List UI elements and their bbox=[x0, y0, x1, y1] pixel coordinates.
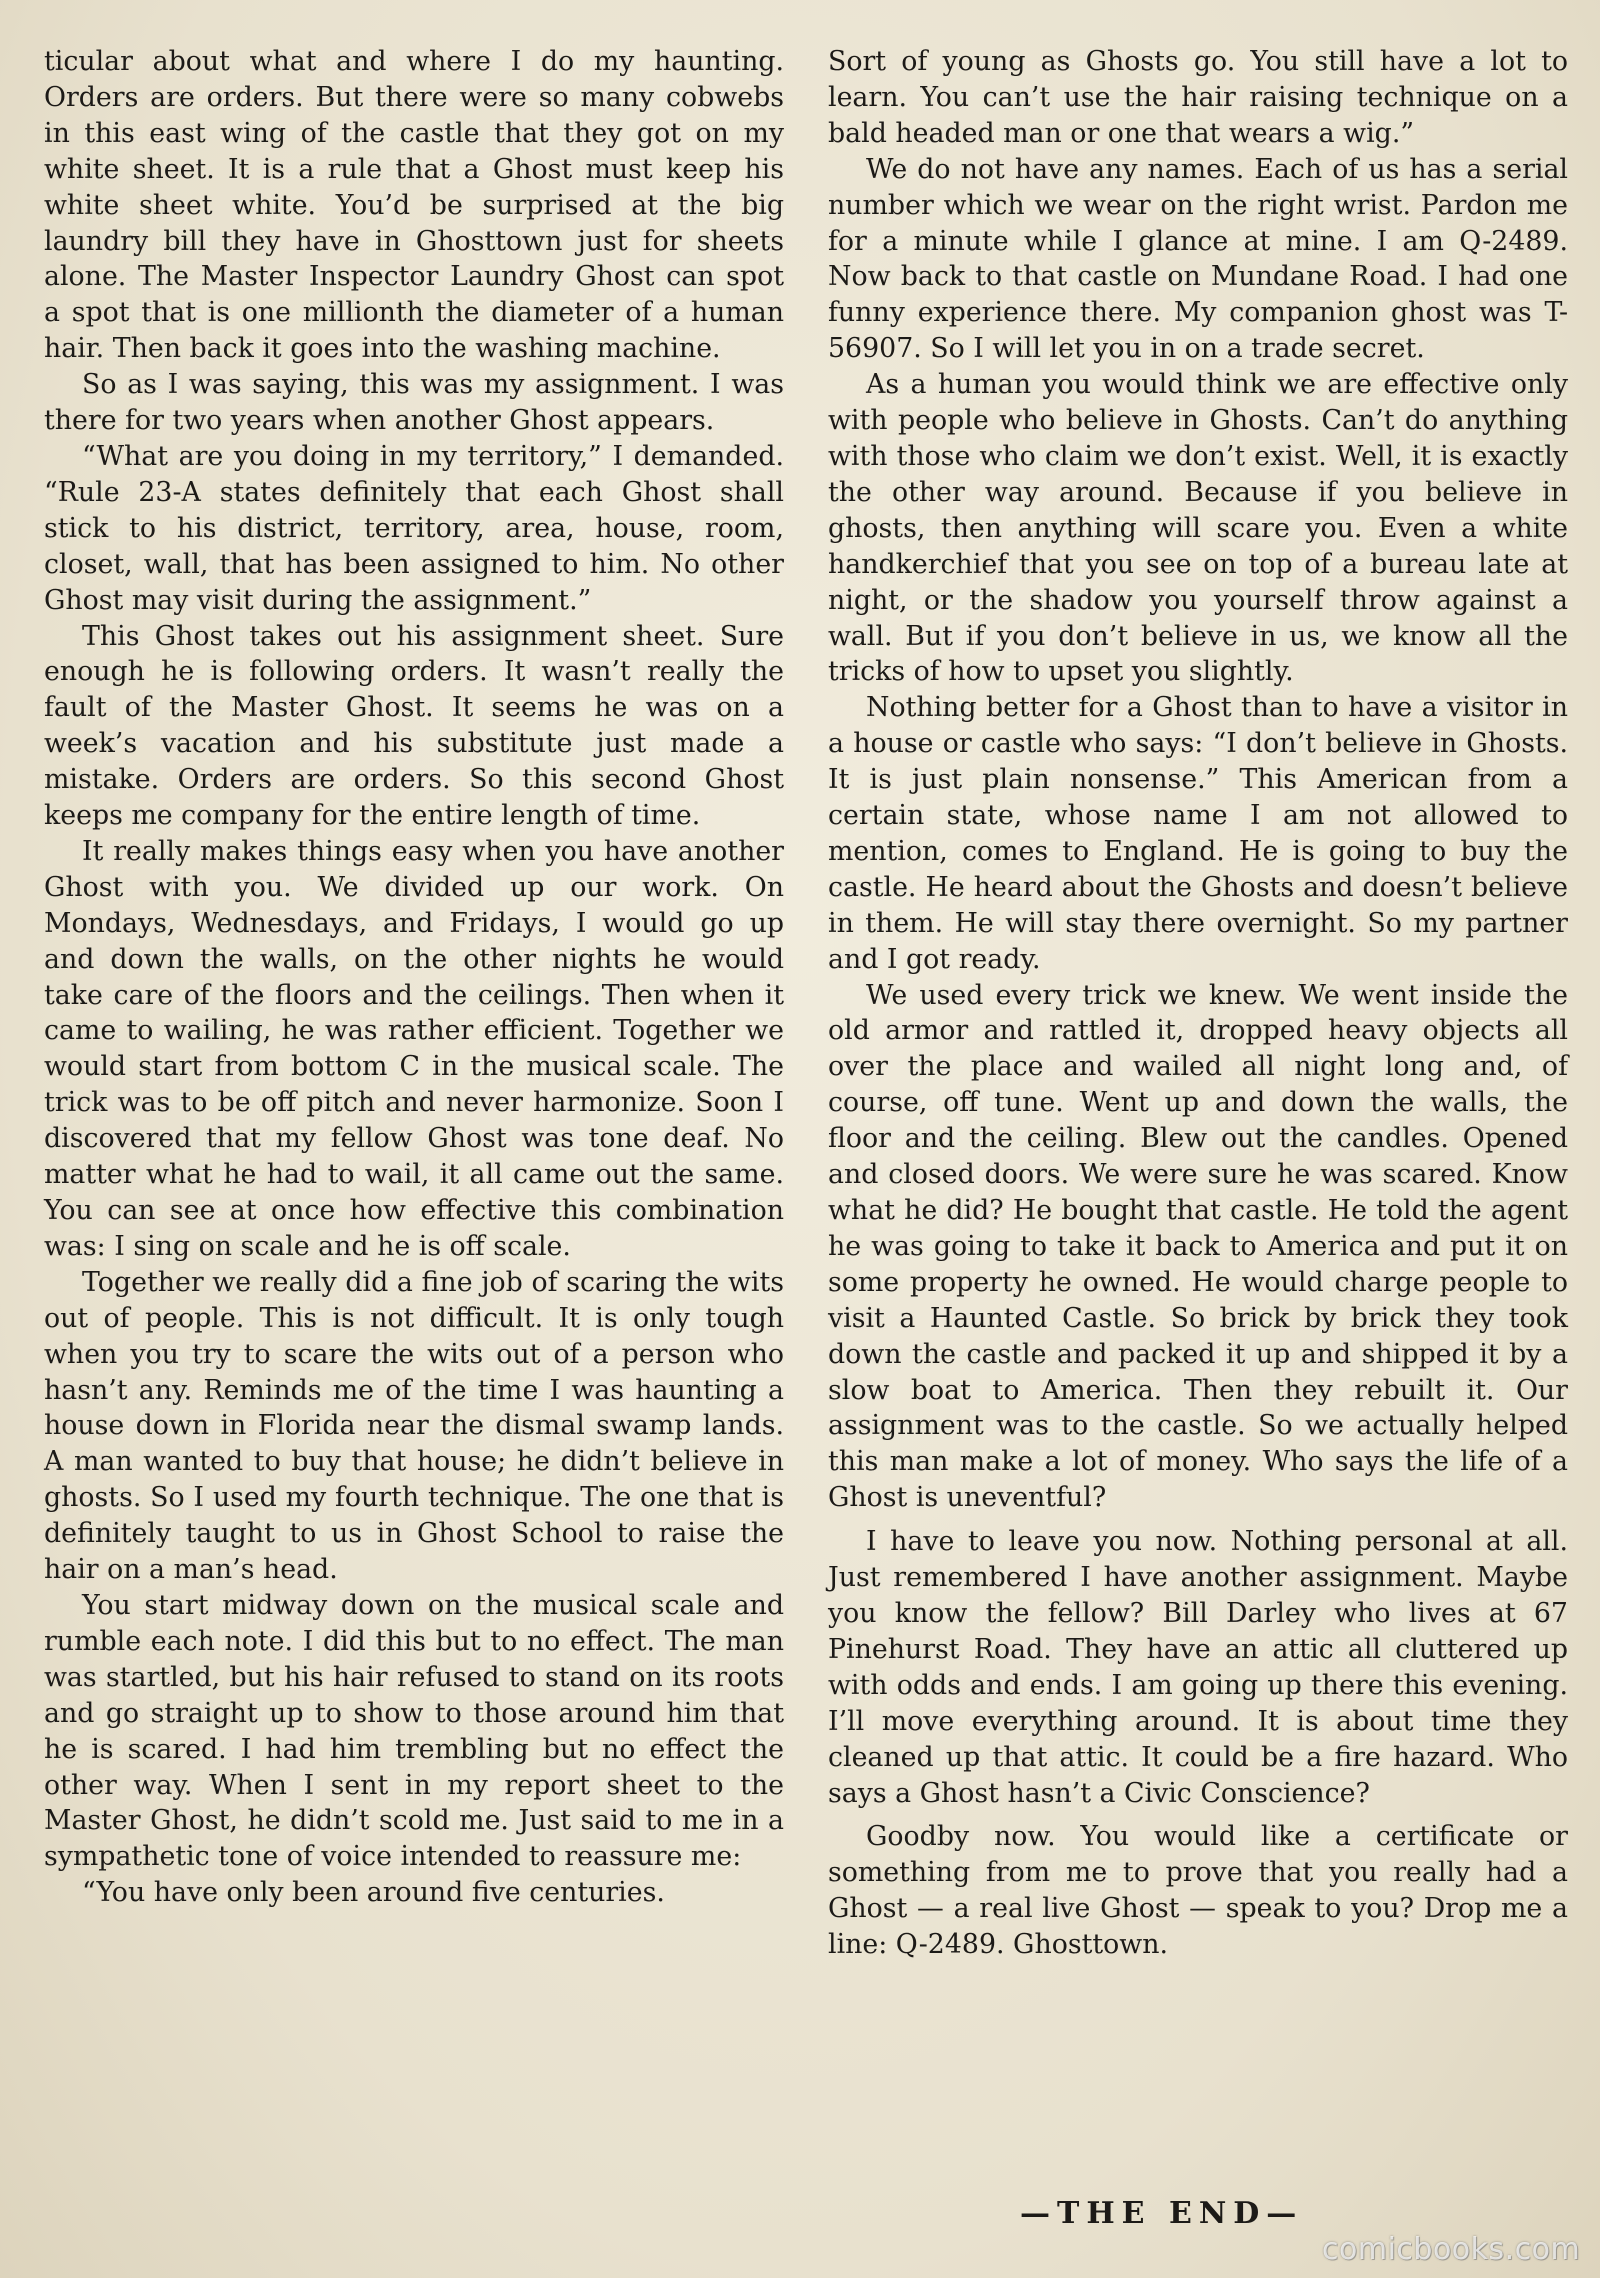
paragraph: So as I was saying, this was my assignment. I was there for two years when another Ghost appears. bbox=[44, 369, 784, 437]
paragraph: “You have only been around five centuries. bbox=[82, 1877, 665, 1909]
paragraph: Sort of young as Ghosts go. You still have a lot to learn. You can’t use the hair raising technique on a bald headed man or one that wears a wig.” bbox=[828, 46, 1568, 149]
paragraph: Nothing better for a Ghost than to have a visitor in a house or castle who says: “I don’t believe in Ghosts. It is just plain nonsense.” This American from a certain state, whose name I am not allowed to mention, comes to England. He is going to buy the castle. He heard about the Ghosts and doesn’t believe in them. He will stay there overnight. So my partner and I got ready. bbox=[828, 692, 1568, 975]
paragraph: “What are you doing in my territory,” I demanded. “Rule 23-A states definitely that each Ghost shall stick to his district, territory, area, house, room, closet, wall, that has been assigned to him. No other Ghost may visit during the assignment.” bbox=[44, 440, 784, 616]
paragraph: I have to leave you now. Nothing personal at all. Just remembered I have another assignment. Maybe you know the fellow? Bill Darley who lives at 67 Pinehurst Road. They have an attic all cluttered up with odds and ends. I am going up there this evening. I’ll move everything around. It is about time they cleaned up that attic. It could be a fire hazard. Who says a Ghost hasn’t a Civic Conscience? bbox=[828, 1526, 1568, 1809]
paragraph: You start midway down on the musical scale and rumble each note. I did this but to no effect. The man was startled, but his hair refused to stand on its roots and go straight up to show to those around him that he is scared. I had him trembling but no effect the other way. When I sent in my report sheet to the Master Ghost, he didn’t scold me. Just said to me in a sympathetic tone of voice intended to reassure me: bbox=[44, 1589, 784, 1873]
paragraph: ticular about what and where I do my haunting. Orders are orders. But there were so many cobwebs in this east wing of the castle that they got on my white sheet. It is a rule that a Ghost must keep his white sheet white. You’d be surprised at the big laundry bill they have in Ghosttown just for sheets alone. The Master Inspector Laundry Ghost can spot a spot that is one millionth the diameter of a human hair. Then back it goes into the washing machine. bbox=[44, 46, 784, 365]
paragraph: Goodby now. You would like a certificate or something from me to prove that you really had a Ghost — a real live Ghost — speak to you? Drop me a line: Q-2489. Ghosttown. bbox=[828, 1821, 1568, 1961]
paragraph: This Ghost takes out his assignment sheet. Sure enough he is following orders. It wasn’t really the fault of the Master Ghost. It seems he was on a week’s vacation and his substitute just made a mistake. Orders are orders. So this second Ghost keeps me company for the entire length of time. bbox=[44, 620, 784, 832]
right-text-column bbox=[828, 44, 1568, 1963]
paragraph: We do not have any names. Each of us has a serial number which we wear on the right wrist. Pardon me for a minute while I glance at mine. I am Q-2489. Now back to that castle on Mundane Road. I had one funny experience there. My companion ghost was T-56907. So I will let you in on a trade secret. bbox=[828, 153, 1568, 365]
paragraph: Together we really did a fine job of scaring the wits out of people. This is not difficult. It is only tough when you try to scare the wits out of a person who hasn’t any. Reminds me of the time I was haunting a house down in Florida near the dismal swamp lands. A man wanted to buy that house; he didn’t believe in ghosts. So I used my fourth technique. The one that is definitely taught to us in Ghost School to raise the hair on a man’s head. bbox=[44, 1266, 784, 1586]
the-end-label: —THE END— bbox=[1020, 2196, 1304, 2231]
paragraph: We used every trick we knew. We went inside the old armor and rattled it, dropped heavy objects all over the place and wailed all night long and, of course, off tune. Went up and down the walls, the floor and the ceiling. Blew out the candles. Opened and closed doors. We were sure he was scared. Know what he did? He bought that castle. He told the agent he was going to take it back to America and put it on some property he owned. He would charge people to visit a Haunted Castle. So brick by brick they took down the castle and packed it up and shipped it by a slow boat to America. Then they rebuilt it. Our assignment was to the castle. So we actually helped this man make a lot of money. Who says the life of a Ghost is uneventful? bbox=[828, 979, 1568, 1514]
paragraph: As a human you would think we are effective only with people who believe in Ghosts. Can’t do anything with those who claim we don’t exist. Well, it is exactly the other way around. Because if you believe in ghosts, then anything will scare you. Even a white handkerchief that you see on top of a bureau late at night, or the shadow you yourself throw against a wall. But if you don’t believe in us, we know all the tricks of how to upset you slightly. bbox=[828, 369, 1568, 688]
site-watermark: comicbooks.com bbox=[1322, 2232, 1581, 2267]
left-text-column bbox=[44, 44, 784, 1911]
paragraph: It really makes things easy when you have another Ghost with you. We divided up our work. On Mondays, Wednesdays, and Fridays, I would go up and down the walls, on the other nights he would take care of the floors and the ceilings. Then when it came to wailing, he was rather efficient. Together we would start from bottom C in the musical scale. The trick was to be off pitch and never harmonize. Soon I discovered that my fellow Ghost was tone deaf. No matter what he had to wail, it all came out the same. You can see at once how effective this combination was: I sing on scale and he is off scale. bbox=[44, 835, 784, 1262]
